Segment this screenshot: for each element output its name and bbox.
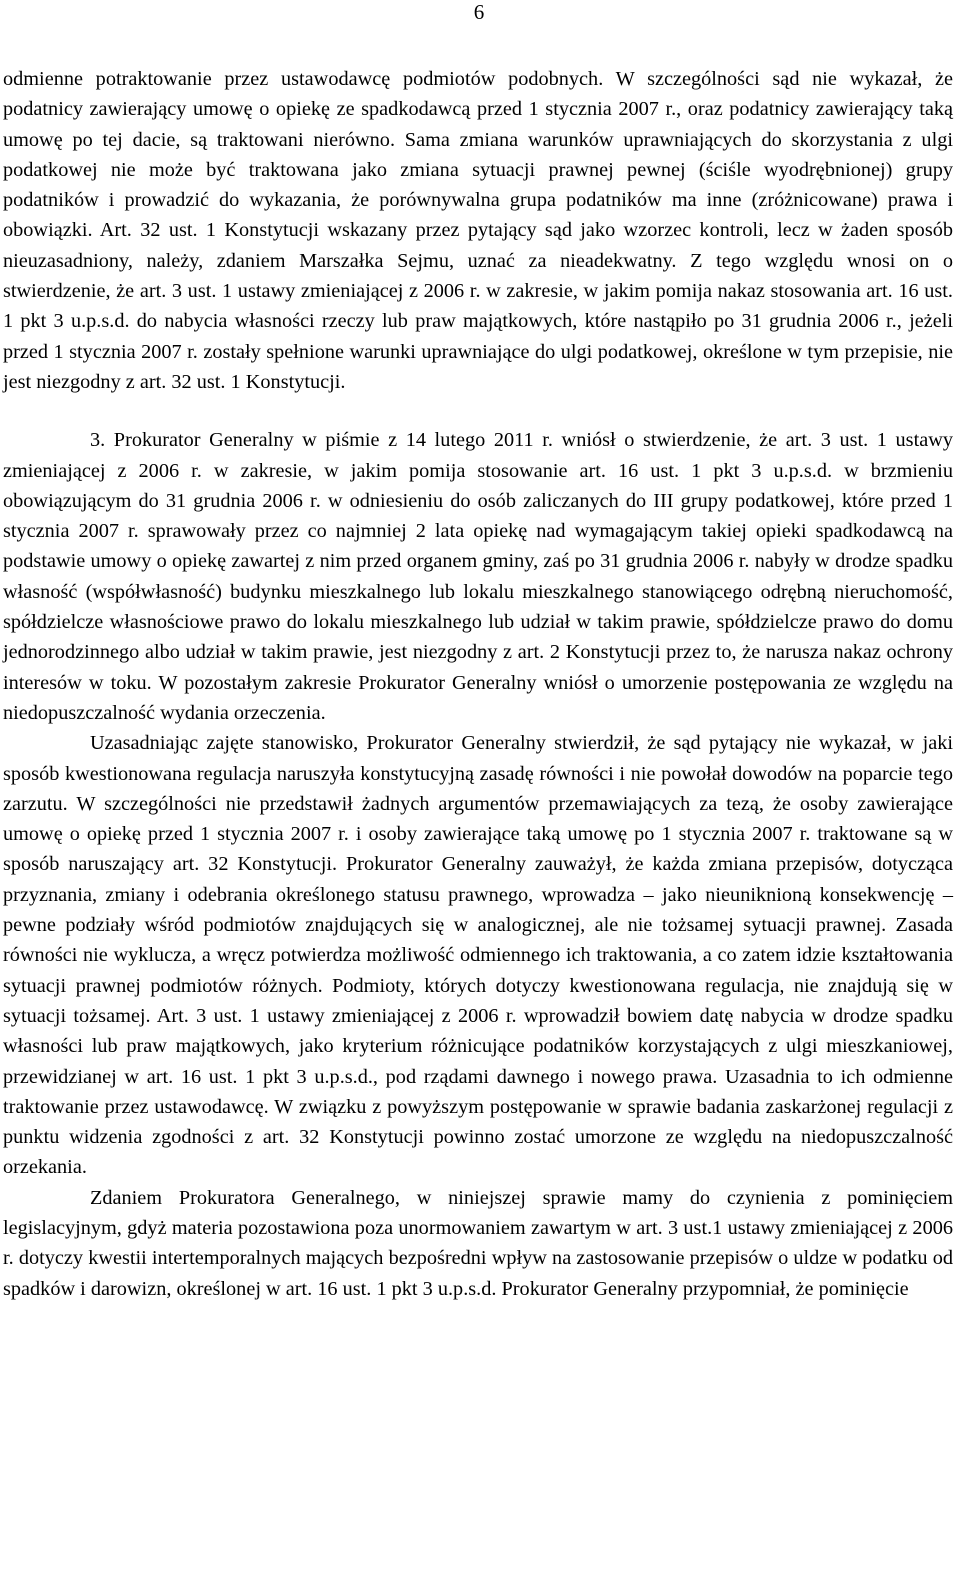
paragraph-legislative-omission: Zdaniem Prokuratora Generalnego, w niniejszej sprawie mamy do czynienia z pominięciem legislacyjnym, gdyż materia pozostawiona poza unormowaniem zawartym w art. 3 ust.1 ustawy zmieniającej z 2006 r. dotyczy kwestii intertemporalnych mających bezpośredni wpływ na zastosowanie przepisów o uldze w podatku od spadków i darowizn, określonej w art. 16 ust. 1 pkt 3 u.p.s.d. Prokurator Generalny przypomniał, że pominięcie	[3, 1186, 953, 1300]
page-number: 6	[473, 0, 485, 24]
paragraph-prosecutor-justification: Uzasadniając zajęte stanowisko, Prokurator Generalny stwierdził, że sąd pytający nie wykazał, w jaki sposób kwestionowana regulacja naruszyła konstytucyjną zasadę równości i nie powołał dowodów na poparcie tego zarzutu. W szczególności nie przedstawił żadnych argumentów przemawiających za tezą, że osoby zawierające umowę o opiekę przed 1 stycznia 2007 r. i osoby zawierające taką umowę po 1 stycznia 2007 r. traktowane są w sposób naruszający art. 32 Konstytucji. Prokurator Generalny zauważył, że każda zmiana przepisów, dotycząca przyznania, zmiany i odebrania określonego statusu prawnego, wprowadza – jako nieuniknioną konsekwencję – pewne podziały wśród podmiotów znajdujących się w analogicznej, ale nie tożsamej sytuacji prawnej. Zasada równości nie wyklucza, a wręcz potwierdza możliwość odmiennego ich traktowania, a co zatem idzie kształtowania sytuacji prawnej podmiotów różnych. Podmioty, których dotyczy kwestionowana regulacja, nie znajdują się w sytuacji tożsamej. Art. 3 ust. 1 ustawy zmieniającej z 2006 r. wprowadził bowiem datę nabycia w drodze spadku własności lub praw majątkowych, jako kryterium różnicujące podatników korzystających z ulgi mieszkaniowej, przewidzianej w art. 16 ust. 1 pkt 3 u.p.s.d., pod rządami dawnego i nowego prawa. Uzasadnia to ich odmienne traktowanie przez ustawodawcę. W związku z powyższym postępowanie w sprawie badania zaskarżonej regulacji z punktu widzenia zgodności z art. 32 Konstytucji powinno zostać umorzone ze względu na niedopuszczalność orzekania.	[3, 732, 953, 1179]
paragraph-prosecutor-motion: 3. Prokurator Generalny w piśmie z 14 lutego 2011 r. wniósł o stwierdzenie, że art. 3 ust. 1 ustawy zmieniającej z 2006 r. w zakresie, w jakim pomija stosowanie art. 16 ust. 1 pkt 3 u.p.s.d. w brzmieniu obowiązującym do 31 grudnia 2006 r. w odniesieniu do osób zaliczanych do III grupy podatkowej, które przed 1 stycznia 2007 r. sprawowały przez co najmniej 2 lata opiekę nad wymagającym takiej opieki spadkodawcą na podstawie umowy o opiekę zawartej z nim przed organem gminy, zaś po 31 grudnia 2006 r. nabyły w drodze spadku własność (współwłasność) budynku mieszkalnego lub lokalu mieszkalnego stanowiącego odrębną nieruchomość, spółdzielcze własnościowe prawo do lokalu mieszkalnego lub udział w takim prawie, spółdzielcze prawo do domu jednorodzinnego albo udział w takim prawie, jest niezgodny z art. 2 Konstytucji przez to, że narusza nakaz ochrony interesów w toku. W pozostałym zakresie Prokurator Generalny wniósł o umorzenie postępowania ze względu na niedopuszczalność wydania orzeczenia.	[3, 429, 953, 724]
paragraph-marshal-conclusion: odmienne potraktowanie przez ustawodawcę podmiotów podobnych. W szczególności sąd nie wykazał, że podatnicy zawierający umowę o opiekę ze spadkodawcą przed 1 stycznia 2007 r., oraz podatnicy zawierający taką umowę po tej dacie, są traktowani nierówno. Sama zmiana warunków uprawniających do skorzystania z ulgi podatkowej nie może być traktowana jako zmiana sytuacji prawnej pewnej (ściśle wyodrębnionej) grupy podatników i prowadzić do wykazania, że porównywalna grupa podatników ma inne (zróżnicowane) prawa i obowiązki. Art. 32 ust. 1 Konstytucji wskazany przez pytający sąd jako wzorzec kontroli, lecz w żaden sposób nieuzasadniony, należy, zdaniem Marszałka Sejmu, uznać za nieadekwatny. Z tego względu wnosi on o stwierdzenie, że art. 3 ust. 1 ustawy zmieniającej z 2006 r. w zakresie, w jakim pomija nakaz stosowania art. 16 ust. 1 pkt 3 u.p.s.d. do nabycia własności rzeczy lub praw majątkowych, które nastąpiło po 31 grudnia 2006 r., jeżeli przed 1 stycznia 2007 r. zostały spełnione warunki uprawniające do ulgi podatkowej, określone w tym przepisie, nie jest niezgodny z art. 32 ust. 1 Konstytucji.	[3, 68, 953, 393]
document-body	[3, 64, 953, 1304]
